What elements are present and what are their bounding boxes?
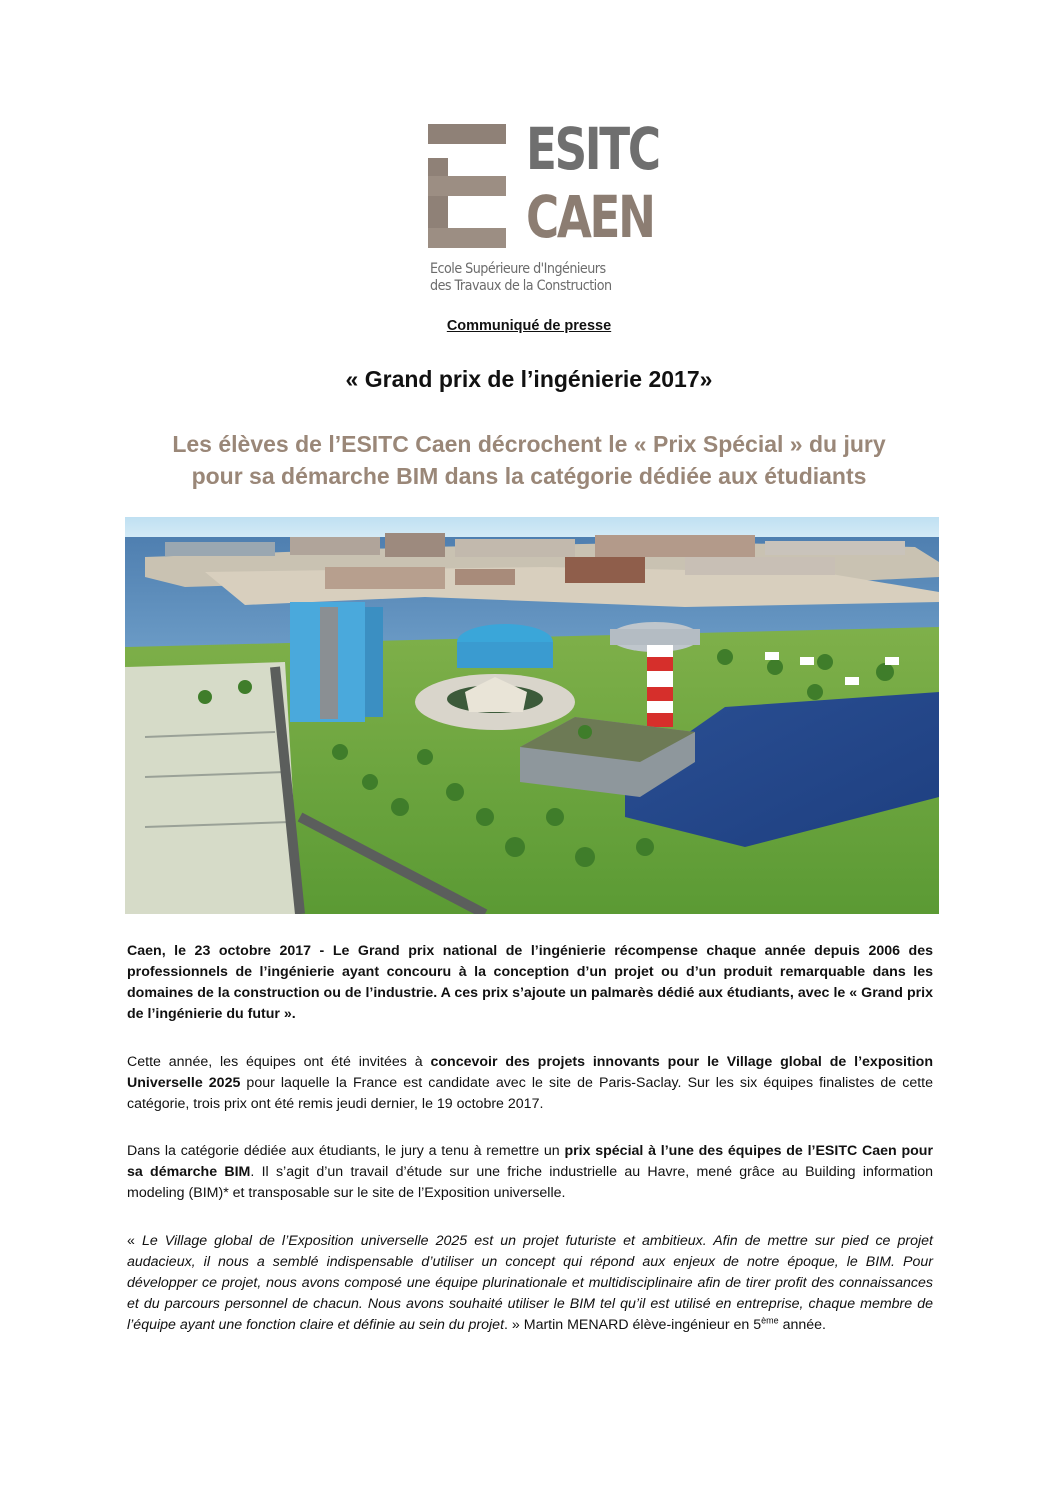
p3-text-b: prix spécial à l’une des équipes de l’ESITC Caen pour sa démarche BIM [127, 1143, 933, 1180]
page-subtitle [0, 428, 1058, 492]
ordinal-suffix: ème [761, 1315, 779, 1326]
quote-text: Le Village global de l’Exposition universelle 2025 est un projet futuriste et ambitieux. Afin de mettre sur pied ce projet audacieux, il nous a semblé indispensable d’utiliser un concept qui répond aux enjeux de notre époque, le BIM. Pour développer ce projet, nous avons composé une équipe plurinationale et multidisciplinaire afin de tirer profit des connaissances et du parcours personnel de chacun. Nous avons souhaité utiliser le BIM tel qu’il est utilisé en entreprise, chaque membre de l’équipe ayant une fonction claire et définie au sein du projet [127, 1233, 933, 1333]
p2-text-a: Cette année, les équipes ont été invitées à [127, 1054, 431, 1070]
logo-mark [428, 124, 508, 248]
p2-text-c: pour laquelle la France est candidate avec le site de Paris-Saclay. Sur les six équipes finalistes de cette catégorie, trois prix ont été remis jeudi dernier, le 19 octobre 2017. [127, 1075, 933, 1112]
logo-word-caen: CAEN [526, 183, 654, 251]
page-title: « Grand prix de l’ingénierie 2017» [345, 366, 713, 392]
paragraph-quote [127, 1231, 933, 1336]
quote-attribution: Martin MENARD élève-ingénieur en 5 [523, 1317, 762, 1333]
logo-subtitle-1: Ecole Supérieure d'Ingénieurs [430, 261, 606, 277]
subtitle-line-1: Les élèves de l’ESITC Caen décrochent le « Prix Spécial » du jury [172, 431, 886, 457]
paragraph-competition [127, 1052, 933, 1115]
paragraph-prize [127, 1141, 933, 1204]
attribution-end: année. [778, 1317, 826, 1333]
p3-text-a: Dans la catégorie dédiée aux étudiants, le jury a tenu à remettre un [127, 1143, 565, 1159]
village-rendering-image [125, 517, 939, 914]
press-release-label: Communiqué de presse [446, 318, 612, 334]
p3-text-c: . Il s’agit d’un travail d’étude sur une friche industrielle au Havre, mené grâce au Building information modeling (BIM)* et transposable sur le site de l’Exposition universelle. [127, 1164, 934, 1201]
logo-subtitle-2: des Travaux de la Construction [430, 278, 612, 294]
paragraph-intro [127, 941, 933, 1025]
logo-word-esitc: ESITC [526, 115, 659, 183]
p2-text-b: concevoir des projets innovants pour le Village global de l’exposition Universelle 2025 [127, 1054, 933, 1091]
esitc-logo [428, 115, 659, 299]
intro-text: Caen, le 23 octobre 2017 - Le Grand prix national de l’ingénierie récompense chaque année depuis 2006 des professionnels de l’ingénierie ayant concouru à la conception d’un projet ou d’un produit remarquable dans les domaines de la construction ou de l’industrie. A ces prix s’ajoute un palmarès dédié aux étudiants, avec le « Grand prix de l’ingénierie du futur ». [127, 943, 933, 1022]
quote-open: « [127, 1233, 142, 1249]
subtitle-line-2: pour sa démarche BIM dans la catégorie dédiée aux étudiants [191, 463, 867, 489]
quote-close: . » [504, 1317, 520, 1333]
